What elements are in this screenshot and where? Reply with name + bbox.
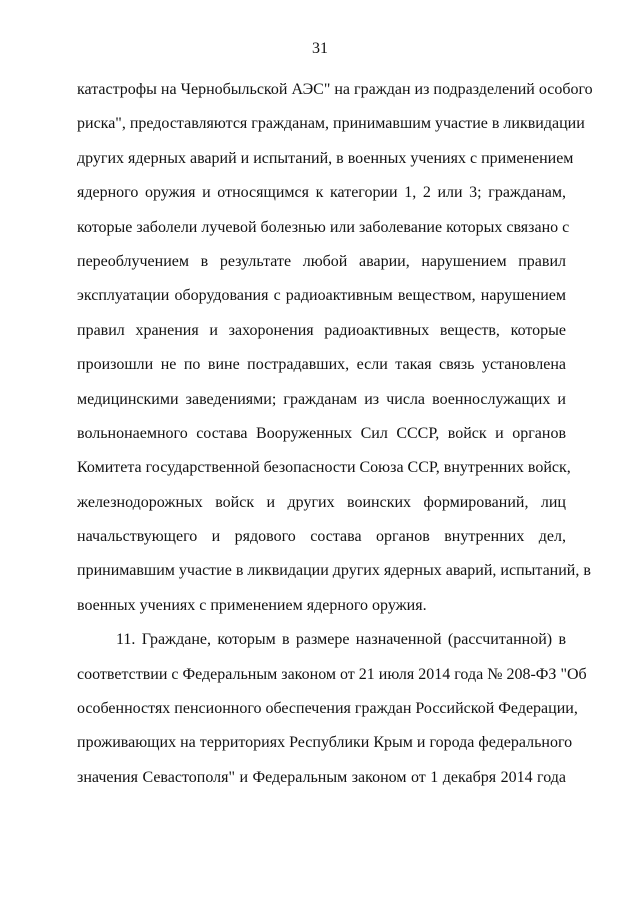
page-number: 31 [312,40,328,57]
text-line: особенностях пенсионного обеспечения граждан Российской Федерации, [77,700,578,718]
text-line: медицинскими заведениями; гражданам из числа военнослужащих и [77,390,566,408]
document-body [77,73,593,795]
text-line: военных учениях с применением ядерного оружия. [77,596,427,614]
text-line: произошли не по вине пострадавших, если такая связь установлена [77,356,566,374]
text-line: которые заболели лучевой болезнью или заболевание которых связано с [77,218,570,236]
text-line: проживающих на территориях Республики Крым и города федерального [77,734,573,752]
text-line: катастрофы на Чернобыльской АЭС" на граждан из подразделений особого [77,81,593,98]
text-line: 11. Граждане, которым в размере назначенной (рассчитанной) в [116,631,566,649]
text-line: вольнонаемного состава Вооруженных Сил СССР, войск и органов [77,424,566,442]
text-line: начальствующего и рядового состава органов внутренних дел, [77,528,566,546]
text-line: риска", предоставляются гражданам, принимавшим участие в ликвидации [77,115,585,133]
text-line: железнодорожных войск и других воинских формирований, лиц [77,493,566,511]
text-line: соответствии с Федеральным законом от 21 июля 2014 года № 208-ФЗ "Об [77,665,587,683]
text-line: ядерного оружия и относящимся к категории 1, 2 или 3; гражданам, [77,184,566,202]
text-line: Комитета государственной безопасности Союза ССР, внутренних войск, [77,459,571,477]
text-line: других ядерных аварий и испытаний, в военных учениях с применением [77,149,574,167]
text-line: эксплуатации оборудования с радиоактивным веществом, нарушением [77,287,566,305]
text-line: правил хранения и захоронения радиоактивных веществ, которые [77,321,566,339]
text-line: переоблучением в результате любой аварии, нарушением правил [77,252,566,270]
text-line: значения Севастополя" и Федеральным законом от 1 декабря 2014 года [77,768,566,786]
text-line: принимавшим участие в ликвидации других ядерных аварий, испытаний, в [77,562,591,580]
